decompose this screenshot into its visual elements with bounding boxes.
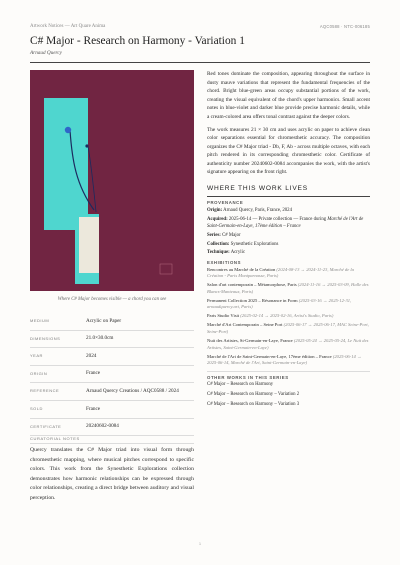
provenance-item (207, 207, 370, 214)
exhibition-item (207, 338, 370, 351)
others-heading: OTHER WORKS IN THIS SERIES (207, 375, 289, 381)
exhibition-name: Marché d'Art Contemporain – Seine Port (207, 322, 283, 328)
provenance-label: Technique: (207, 250, 230, 256)
exhibition-detail: (2025-02-14 → 2025-02-16, Artist's Studio, Paris) (240, 313, 334, 319)
provenance-item (207, 216, 370, 230)
exhibitions-heading: EXHIBITIONS (207, 259, 242, 265)
metadata-value: 21.0×30.0cm (86, 335, 114, 342)
provenance-heading: PROVENANCE (207, 200, 244, 206)
metadata-key: MEDIUM (30, 318, 50, 324)
exhibition-detail: (2025-06-17 → 2025-06-17, MAC Seine-Port, Seine-Port) (207, 322, 369, 334)
provenance-text: Synesthetic Explorations (230, 241, 279, 247)
provenance-label: Series: (207, 232, 221, 238)
artwork-image (30, 70, 194, 291)
provenance-text: C# Major (222, 232, 241, 238)
exhibition-item (207, 354, 370, 367)
exhibition-item (207, 322, 370, 335)
provenance-event: Marché de l'Art de Saint-Germain-en-Laye, 17ème édition – France (207, 216, 364, 230)
exhibition-item (207, 282, 370, 295)
exhibition-detail: (2024-11-16 → 2025-03-09, Halle des Blancs-Manteaux, Paris) (207, 282, 369, 294)
lives-heading: WHERE THIS WORK LIVES (207, 184, 308, 192)
page-number: 1 (198, 541, 202, 546)
description-paragraph: The work measures 21 × 30 cm and uses acrylic on paper to achieve clean color separations essential for chromesthetic accuracy. The composition organizes the C# Major triad - Db, F, Ab - across multiple octaves, with each pitch rendered in its corresponding chromesthetic color. Certificate of authenticity number 20240602-0084 accompanies the work, with the artist's signature appearing on the front right. (207, 126, 370, 175)
metadata-value: Arnaud Quercy Creations / AQC0588 / 2024 (86, 387, 179, 394)
artwork-caption: Where C# Major becomes visible — a chord you can see (57, 297, 167, 302)
artist-name: Arnaud Quercy (30, 50, 62, 56)
series-link[interactable]: C# Major – Research on Harmony – Variation 3 (207, 402, 300, 408)
description-paragraph: Red tones dominate the composition, appearing throughout the surface in dusty mauve variations that represent the fundamental frequencies of the chord. Bright blue-green areas occupy substantial portions of the work, creating the visual equivalent of the chord's upper harmonics. Small accent notes in blue-violet and darker blue provide precise harmonic details, while a cream-colored area offers tonal contrast against the deeper colors. (207, 71, 370, 120)
curatorial-divider (30, 443, 194, 444)
provenance-label: Origin: (207, 208, 223, 214)
exhibition-name: Salon d'art contemporain – Métamorphose, Paris (207, 282, 297, 288)
exhibition-detail: (2024-08-13 → 2024-11-23, Marché de la Création - Paris Montparnasse, Paris) (207, 266, 354, 279)
series-link[interactable]: C# Major – Research on Harmony (207, 382, 274, 388)
metadata-value: 20240602-0084 (86, 423, 119, 430)
series-link[interactable]: C# Major – Research on Harmony – Variation 2 (207, 392, 300, 398)
others-divider (207, 371, 370, 372)
provenance-text: Acrylic (230, 250, 246, 256)
provenance-item (207, 232, 370, 239)
metadata-value: 2024 (86, 352, 97, 359)
exhibition-name: Nuit des Artistes, St-Germain-en-Laye, France (207, 337, 293, 343)
exhibition-detail: (2025-03-16 → 2025-12-31, arnaudquercy.art, Paris) (207, 297, 352, 310)
exhibition-detail: (2025-06-14 → 2025-06-14, Marché de l'Art, Saint-Germain-en-Laye) (207, 353, 362, 366)
exhibition-name: Marché de l'Art de Saint-Germain-en-Laye, 17ème édition – France (207, 353, 332, 359)
metadata-value: France (86, 405, 101, 412)
reference-code: AQC0588 · NTC-006185 (319, 24, 370, 29)
exhibition-name: Permanent Collection 2025 – Résonance in Form (207, 297, 298, 303)
metadata-table (30, 313, 194, 436)
exhibition-name: Rencontres au Marché de la Création (207, 266, 276, 272)
provenance-text: 2025-06-14 — Private collection — France during (228, 216, 328, 222)
provenance-label: Acquired: (207, 216, 228, 222)
metadata-key: YEAR (30, 353, 43, 359)
provenance-item (207, 249, 370, 256)
exhibition-name: Paris Studio Visit (207, 313, 240, 319)
site-name: Artwork Notices — Art Quare Anima (30, 24, 106, 29)
curatorial-text: Quercy translates the C# Major triad into visual form through chromesthetic mapping, where musical pitches correspond to specific colors. This work from the Synesthetic Explorations collection demonstrates how harmonic relationships can be expressed through color relationships, creating a direct bridge between auditory and visual perception. (30, 447, 194, 501)
metadata-key: SOLD (30, 406, 43, 412)
lives-divider (207, 196, 370, 197)
metadata-row (30, 331, 194, 349)
exhibition-detail: (2025-05-24 → 2025-05-24, Le Nuit des Artistes, Saint-Germain-en-Laye) (207, 337, 369, 350)
exhibition-item (207, 298, 370, 311)
metadata-value: France (86, 370, 101, 377)
metadata-row (30, 401, 194, 419)
metadata-row (30, 366, 194, 384)
metadata-row (30, 313, 194, 331)
title-divider (30, 62, 370, 63)
provenance-label: Collection: (207, 241, 230, 247)
exhibition-item (207, 313, 370, 320)
provenance-text: Arnaud Quercy, Paris, France, 2024 (223, 208, 292, 214)
metadata-row (30, 348, 194, 366)
metadata-key: ORIGIN (30, 370, 48, 376)
right-column (207, 70, 370, 412)
metadata-row (30, 419, 194, 437)
provenance-item (207, 241, 370, 248)
metadata-key: CERTIFICATE (30, 423, 62, 429)
metadata-key: DIMENSIONS (30, 335, 61, 341)
metadata-key: REFERENCE (30, 388, 60, 394)
metadata-row (30, 383, 194, 401)
page-title: C# Major - Research on Harmony - Variation 1 (30, 35, 245, 47)
painting-graphic (30, 70, 194, 291)
exhibition-item (207, 267, 370, 280)
page-header (30, 24, 370, 34)
metadata-value: Acrylic on Paper (86, 317, 122, 324)
curatorial-heading: CURATORIAL NOTES (30, 436, 80, 441)
